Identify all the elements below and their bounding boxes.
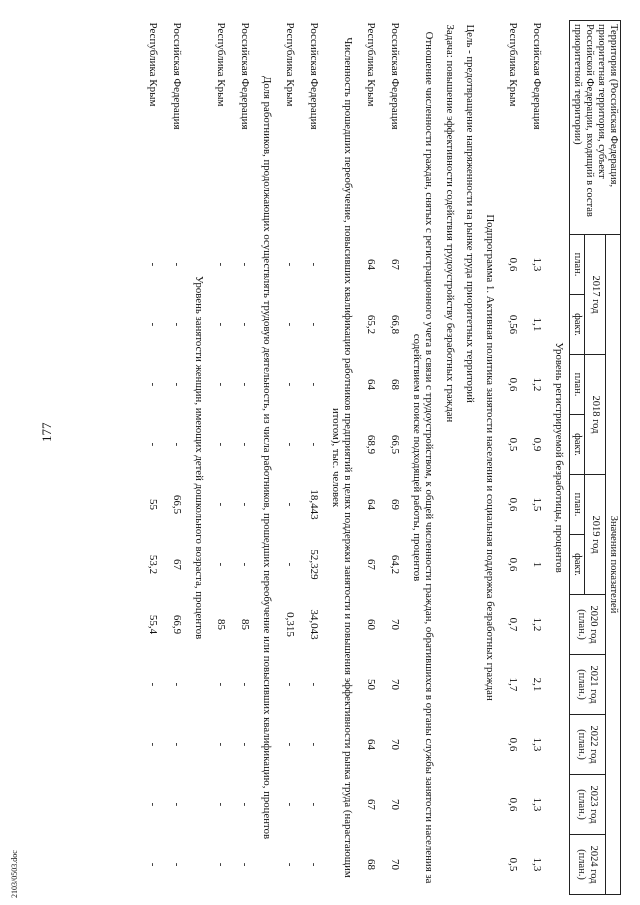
document-id: 2103/0503.doc — [10, 850, 19, 898]
territory-name: Российская Федерация — [171, 22, 184, 130]
value-cell: - — [239, 682, 252, 687]
section-title-row — [406, 21, 439, 895]
fact-header: факт. — [569, 295, 584, 355]
value-cell: 67 — [171, 559, 184, 570]
section-title: Цель - предотвращение напряженности на рынке труда приоритетных территорий — [463, 24, 476, 403]
value-cell: 69 — [388, 499, 401, 510]
value-cell: - — [283, 502, 296, 507]
value-cell: - — [283, 742, 296, 747]
value-cell: 67 — [364, 559, 377, 570]
value-cell: 0,7 — [506, 617, 519, 632]
section-title-row — [480, 21, 500, 895]
table-row — [233, 21, 257, 895]
value-cell: - — [239, 802, 252, 807]
year-2020-header: 2020 год (план.) — [569, 595, 605, 655]
value-cell: - — [215, 562, 228, 567]
table-row — [302, 21, 326, 895]
rotated-page — [73, 20, 621, 895]
section-title: Подпрограмма 1. Активная политика занятости населения и социальная поддержка безработных граждан — [484, 214, 497, 701]
value-cell: 64 — [364, 379, 377, 390]
table-row — [278, 21, 302, 895]
table-row — [524, 21, 548, 895]
plan-header: план. — [569, 355, 584, 415]
value-cell: - — [215, 682, 228, 687]
section-title: Уровень регистрируемой безработицы, процентов — [552, 342, 565, 573]
value-cell: - — [171, 382, 184, 387]
value-cell: 1,5 — [530, 497, 543, 512]
value-cell: 1,3 — [530, 797, 543, 812]
value-cell: - — [215, 382, 228, 387]
value-cell: - — [239, 442, 252, 447]
value-cell: 85 — [215, 619, 228, 630]
section-title: Отношение численности граждан, снятых с регистрационного учета в связи с трудоустройством, к общей численности граждан, обратившихся в органы службы занятости населения за содействием в поиске подходящей работы, процентов — [410, 31, 436, 884]
value-cell: 68 — [364, 859, 377, 871]
fact-header: факт. — [569, 535, 584, 595]
value-cell: - — [171, 742, 184, 747]
value-cell: - — [307, 682, 320, 687]
table-row — [500, 21, 524, 895]
value-cell: 1,3 — [530, 257, 543, 272]
value-cell: 55,4 — [147, 614, 160, 635]
year-2021-header: 2021 год (план.) — [569, 655, 605, 715]
value-cell: 0,6 — [506, 377, 519, 392]
value-cell: 70 — [388, 739, 401, 750]
page-number: 177 — [39, 422, 54, 442]
value-cell: 65,2 — [364, 314, 377, 335]
year-2024-header: 2024 год (план.) — [569, 835, 605, 895]
value-cell: 70 — [388, 619, 401, 630]
value-cell: 0,6 — [506, 497, 519, 512]
table-row — [358, 21, 382, 895]
table-body — [141, 21, 570, 895]
value-cell: - — [171, 442, 184, 447]
value-cell: 60 — [364, 619, 377, 630]
value-cell: - — [307, 862, 320, 867]
value-cell: - — [215, 742, 228, 747]
value-cell: - — [171, 682, 184, 687]
value-cell: 66,5 — [171, 494, 184, 515]
value-cell: - — [283, 802, 296, 807]
value-cell: 0,6 — [506, 797, 519, 812]
section-title: Задача: повышение эффективности содействия трудоустройству безработных граждан — [443, 24, 456, 423]
value-cell: 2,1 — [530, 677, 543, 692]
value-cell: 66,8 — [388, 314, 401, 335]
territory-name: Российская Федерация — [388, 22, 401, 130]
section-title-row — [257, 21, 277, 895]
value-cell: - — [171, 802, 184, 807]
territory-header: Территория (Российская Федерация, приоритетная территория, субъект Российской Федерации, входящий в состав приоритетной территории) — [569, 21, 620, 235]
table-header — [569, 21, 620, 895]
value-cell: - — [283, 862, 296, 867]
fact-header: факт. — [569, 415, 584, 475]
value-cell: 67 — [364, 799, 377, 810]
table-row — [382, 21, 406, 895]
value-cell: - — [215, 802, 228, 807]
value-cell: 0,6 — [506, 737, 519, 752]
value-cell: 70 — [388, 859, 401, 871]
value-cell: 1,1 — [530, 317, 543, 332]
section-title-row — [460, 21, 480, 895]
value-cell: 70 — [388, 799, 401, 810]
value-cell: - — [147, 442, 160, 447]
value-cell: 0,5 — [506, 857, 519, 872]
value-cell: 0,315 — [283, 612, 296, 637]
value-cell: 1,2 — [530, 377, 543, 392]
value-cell: - — [171, 862, 184, 867]
value-cell: - — [307, 442, 320, 447]
value-cell: - — [283, 442, 296, 447]
value-cell: - — [215, 262, 228, 267]
value-cell: 68 — [388, 379, 401, 390]
value-cell: - — [307, 322, 320, 327]
value-cell: 55 — [147, 499, 160, 510]
section-title: Численность прошедших переобучение, повысивших квалификацию работников предприятий в целях поддержки занятости и повышения эффективности рынка труда (нарастающим итогом), тыс. человек — [329, 37, 355, 878]
value-cell: 64,2 — [388, 554, 401, 575]
value-cell: 52,329 — [307, 549, 320, 580]
value-cell: 1,7 — [506, 677, 519, 692]
value-cell: 0,9 — [530, 437, 543, 452]
value-cell: 53,2 — [147, 554, 160, 575]
value-cell: 1,3 — [530, 737, 543, 752]
value-cell: - — [239, 382, 252, 387]
territory-name: Российская Федерация — [307, 22, 320, 130]
value-cell: 85 — [239, 619, 252, 630]
value-cell: 50 — [364, 679, 377, 690]
value-cell: 18,443 — [307, 489, 320, 520]
value-cell: - — [171, 322, 184, 327]
value-cell: - — [307, 742, 320, 747]
value-cell: - — [147, 262, 160, 267]
value-cell: 0,5 — [506, 437, 519, 452]
value-cell: - — [307, 802, 320, 807]
value-cell: 67 — [388, 259, 401, 270]
plan-header: план. — [569, 475, 584, 535]
value-cell: - — [215, 322, 228, 327]
plan-header: план. — [569, 235, 584, 295]
value-cell: 0,6 — [506, 557, 519, 572]
value-cell: - — [307, 262, 320, 267]
value-cell: 0,56 — [506, 314, 519, 335]
value-cell: - — [239, 502, 252, 507]
value-cell: - — [239, 322, 252, 327]
value-cell: - — [283, 262, 296, 267]
year-2022-header: 2022 год (план.) — [569, 715, 605, 775]
table-row — [165, 21, 189, 895]
territory-name: Республика Крым — [364, 22, 377, 107]
territory-name: Российская Федерация — [530, 22, 543, 130]
value-cell: - — [283, 382, 296, 387]
table-row — [141, 21, 165, 895]
value-cell: - — [171, 262, 184, 267]
value-cell: 64 — [364, 739, 377, 750]
section-title: Уровень занятости женщин, имеющих детей дошкольного возраста, процентов — [193, 275, 206, 640]
section-title-row — [548, 21, 569, 895]
value-cell: 70 — [388, 679, 401, 690]
value-cell: - — [283, 562, 296, 567]
value-cell: 64 — [364, 259, 377, 270]
value-cell: - — [239, 562, 252, 567]
value-cell: - — [239, 862, 252, 867]
year-2017-header: 2017 год — [584, 235, 605, 355]
year-2018-header: 2018 год — [584, 355, 605, 475]
indicators-table — [141, 20, 621, 895]
section-title-row — [189, 21, 209, 895]
value-cell: 0,6 — [506, 257, 519, 272]
territory-name: Российская Федерация — [239, 22, 252, 130]
value-cell: 1,2 — [530, 617, 543, 632]
section-title-row — [439, 21, 459, 895]
value-cell: 1,3 — [530, 857, 543, 872]
territory-name: Республика Крым — [215, 22, 228, 107]
value-cell: 64 — [364, 499, 377, 510]
territory-name: Республика Крым — [506, 22, 519, 107]
year-2023-header: 2023 год (план.) — [569, 775, 605, 835]
value-cell: 68,9 — [364, 434, 377, 455]
value-cell: - — [147, 322, 160, 327]
territory-name: Республика Крым — [147, 22, 160, 107]
value-cell: - — [147, 802, 160, 807]
value-cell: - — [215, 442, 228, 447]
table-row — [209, 21, 233, 895]
section-title-row — [326, 21, 359, 895]
value-cell: 1 — [530, 561, 543, 568]
value-cell: 66,5 — [388, 434, 401, 455]
value-cell: 66,9 — [171, 614, 184, 635]
value-cell: - — [147, 742, 160, 747]
values-header: Значения показателей — [605, 235, 620, 895]
value-cell: - — [215, 502, 228, 507]
value-cell: - — [147, 862, 160, 867]
value-cell: - — [147, 682, 160, 687]
territory-name: Республика Крым — [283, 22, 296, 107]
value-cell: - — [283, 682, 296, 687]
value-cell: - — [239, 742, 252, 747]
value-cell: 34,043 — [307, 609, 320, 640]
value-cell: - — [215, 862, 228, 867]
value-cell: - — [147, 382, 160, 387]
value-cell: - — [239, 262, 252, 267]
value-cell: - — [283, 322, 296, 327]
section-title: Доля работников, продолжающих осуществлять трудовую деятельность, из числа работников, прошедших переобучение или повысивших квалификацию, процентов — [261, 75, 274, 840]
value-cell: - — [307, 382, 320, 387]
year-2019-header: 2019 год — [584, 475, 605, 595]
